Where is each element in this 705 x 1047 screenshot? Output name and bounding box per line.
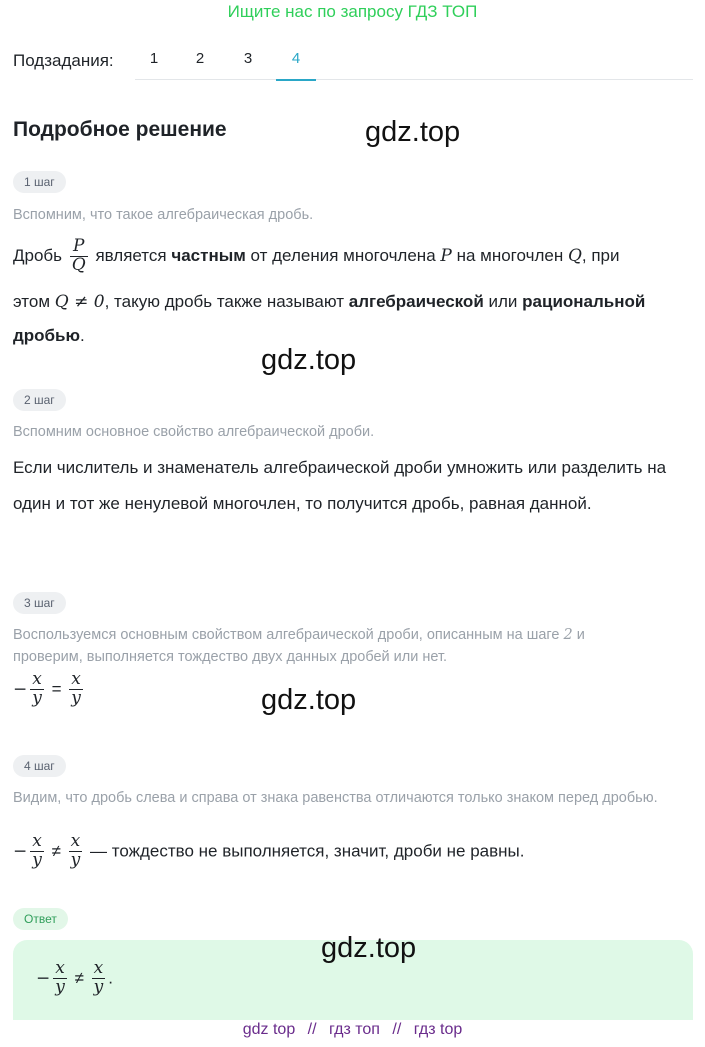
fraction-p-over-q: $\frac{P}{Q}$ — [71, 236, 86, 276]
answer-badge: Ответ — [13, 908, 68, 930]
subtasks-bar — [13, 48, 693, 82]
footer-link-gdz-top-ru[interactable]: гдз топ — [329, 1021, 380, 1038]
tab-subtask-2[interactable]: 2 — [195, 50, 205, 67]
subtasks-divider — [135, 79, 693, 80]
answer-equation: − $\frac{x}{y}$ ≠ $\frac{x}{y}$ . — [36, 958, 114, 997]
step-1-hint: Вспомним, что такое алгебраическая дробь. — [13, 207, 314, 223]
step-2-hint: Вспомним основное свойство алгебраической дроби. — [13, 424, 375, 440]
step-badge-2: 2 шаг — [13, 389, 66, 411]
subtasks-label: Подзадания: — [13, 51, 114, 70]
tab-subtask-1[interactable]: 1 — [149, 50, 159, 67]
step-4-hint: Видим, что дробь слева и справа от знака равенства отличаются только знаком перед дробью. — [13, 790, 658, 806]
step-3-equation: − $\frac{x}{y}$ = $\frac{x}{y}$ — [13, 669, 81, 708]
footer-link-gdz-top-mixed[interactable]: гдз top — [413, 1021, 463, 1038]
search-banner: Ищите нас по запросу ГДЗ ТОП — [227, 2, 478, 21]
watermark: gdz.top — [261, 684, 357, 716]
footer-link-gdz-top[interactable]: gdz top — [242, 1021, 296, 1038]
step-1-text: Дробь $\frac{P}{Q}$ является частным от деления многочлена P на многочлен Q, при этом Q ≠ 0, такую дробь также называют алгебраической или рациональной дробью. — [13, 236, 646, 345]
tab-subtask-4[interactable]: 4 — [276, 48, 316, 81]
step-3-hint: Воспользуемся основным свойством алгебраической дроби, описанным на шаге 2 и проверим, выполняется тождество двух данных дробей или нет. — [13, 627, 585, 665]
watermark: gdz.top — [261, 344, 357, 376]
tab-subtask-3[interactable]: 3 — [243, 50, 253, 67]
footer: gdz top // гдз топ // гдз top — [242, 1021, 463, 1038]
watermark: gdz.top — [365, 116, 461, 148]
step-badge-4: 4 шаг — [13, 755, 66, 777]
step-badge-1: 1 шаг — [13, 171, 66, 193]
step-badge-3: 3 шаг — [13, 592, 66, 614]
page-title: Подробное решение — [13, 118, 227, 141]
step-4-equation: − $\frac{x}{y}$ ≠ $\frac{x}{y}$ — тождество не выполняется, значит, дроби не равны. — [13, 831, 525, 870]
watermark: gdz.top — [321, 932, 417, 964]
step-2-text: Если числитель и знаменатель алгебраической дроби умножить или разделить на один и тот же ненулевой многочлен, то получится дробь, равная данной. — [13, 458, 667, 513]
